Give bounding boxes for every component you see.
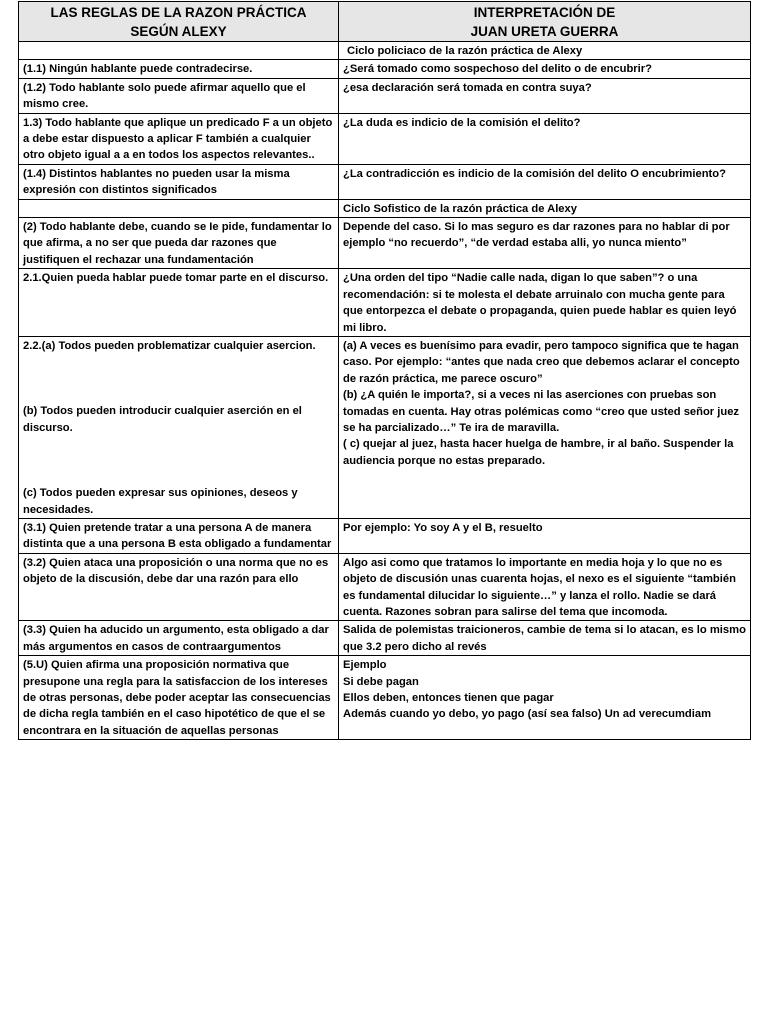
- section-title: Ciclo policiaco de la razón práctica de Alexy: [339, 42, 751, 60]
- table-row: [19, 269, 751, 337]
- rule-cell: (2) Todo hablante debe, cuando se Ie pide, fundamentar lo que afirma, a no ser que pueda dar razones que justifiquen el rechazar una fundamentación: [19, 218, 339, 269]
- table-row: [19, 60, 751, 78]
- table-row: [19, 656, 751, 740]
- interp-line: Ejemplo: [343, 659, 387, 672]
- table-row: [19, 518, 751, 553]
- interpretation-cell: ¿Una orden del tipo “Nadie calle nada, digan lo que saben”? o una recomendación: si te molesta el debate arruinalo con mucha gente para que entorpezca el debate o propaganda, quien puede hablar es quien leyó mi libro.: [339, 269, 751, 337]
- section-row-sofistico: [19, 199, 751, 217]
- table-row: [19, 336, 751, 518]
- interp-line: Además cuando yo debo, yo pago (así sea falso) Un ad verecumdiam: [343, 708, 712, 721]
- rule-cell: 1.3) Todo hablante que aplique un predicado F a un objeto a debe estar dispuesto a aplicar F también a cualquier otro objeto igual a a en todos los aspectos relevantes..: [19, 113, 339, 164]
- interp-line: Ellos deben, entonces tienen que pagar: [343, 692, 554, 704]
- section-title: Ciclo Sofistico de la razón práctica de Alexy: [339, 199, 751, 217]
- interp-part-b: (b) ¿A quién le importa?, si a veces ni las aserciones con pruebas son tomadas en cuenta. Hay otras polémicas como “creo que usted señor juez se ha parcializado…” Te ira de maravilla.: [343, 389, 740, 434]
- header-left-line1: LAS REGLAS DE LA RAZON PRÁCTICA: [50, 4, 307, 20]
- rule-cell: (1.1) Ningún hablante puede contradecirse.: [19, 60, 339, 78]
- interpretation-cell: ¿La duda es indicio de la comisión el delito?: [339, 113, 751, 164]
- interpretation-cell: Algo asi como que tratamos lo importante en media hoja y lo que no es objeto de discusión unas cuarenta hojas, el nexo es el siguiente “también es fundamental dilucidar lo siguiente…” y lanza el rollo. Nadie se dará cuenta. Razones sobran para salirse del tema que incomoda.: [339, 553, 751, 621]
- empty-cell: [19, 199, 339, 217]
- interp-part-c: ( c) quejar al juez, hasta hacer huelga de hambre, ir al baño. Suspender la audiencia porque no estas preparado.: [343, 438, 734, 467]
- interp-part-a: (a) A veces es buenísimo para evadir, pero tampoco significa que te hagan caso. Por ejemplo: “antes que nada creo que debemos aclarar el concepto de razón práctica, me parece oscuro”: [343, 339, 740, 385]
- interpretation-cell: Depende del caso. Si lo mas seguro es dar razones para no hablar di por ejemplo “no recuerdo”, “de verdad estaba alli, yo nunca miento”: [339, 218, 751, 269]
- rule-cell: (3.1) Quien pretende tratar a una persona A de manera distinta que a una persona B esta obligado a fundamentar: [19, 518, 339, 553]
- interpretation-cell: [339, 656, 751, 740]
- rule-cell: 2.1.Quien pueda hablar puede tomar parte en el discurso.: [19, 269, 339, 337]
- header-right-line2: JUAN URETA GUERRA: [470, 23, 619, 39]
- interpretation-cell: Por ejemplo: Yo soy A y el B, resuelto: [339, 518, 751, 553]
- rule-cell: (1.2) Todo hablante solo puede afirmar aquello que el mismo cree.: [19, 78, 339, 113]
- table-row: [19, 621, 751, 656]
- header-left: [19, 2, 339, 42]
- rule-cell: (3.3) Quien ha aducido un argumento, esta obligado a dar más argumentos en casos de contraargumentos: [19, 621, 339, 656]
- rule-part-c: (c) Todos pueden expresar sus opiniones, deseos y necesidades.: [23, 487, 298, 516]
- table-row: [19, 78, 751, 113]
- rule-cell: (1.4) Distintos hablantes no pueden usar la misma expresión con distintos significados: [19, 164, 339, 199]
- section-row-policiaco: [19, 42, 751, 60]
- interpretation-cell: Salida de polemistas traicioneros, cambie de tema si lo atacan, es lo mismo que 3.2 pero dicho al revés: [339, 621, 751, 656]
- table-row: [19, 218, 751, 269]
- rule-cell: (3.2) Quien ataca una proposición o una norma que no es objeto de la discusión, debe dar una razón para ello: [19, 553, 339, 621]
- table-row: [19, 113, 751, 164]
- header-right: [339, 2, 751, 42]
- interpretation-cell: ¿La contradicción es indicio de la comisión del delito O encubrimiento?: [339, 164, 751, 199]
- header-row: [19, 2, 751, 42]
- rule-part-a: 2.2.(a) Todos pueden problematizar cualquier asercion.: [23, 339, 316, 352]
- header-left-line2: SEGÚN ALEXY: [130, 23, 227, 39]
- empty-cell: [19, 42, 339, 60]
- rule-part-b: (b) Todos pueden introducir cualquier aserción en el discurso.: [23, 405, 302, 434]
- interpretation-cell: ¿Será tomado como sospechoso del delito o de encubrir?: [339, 60, 751, 78]
- rules-table: [18, 1, 751, 740]
- interpretation-cell: ¿esa declaración será tomada en contra suya?: [339, 78, 751, 113]
- rule-cell: (5.U) Quien afirma una proposición normativa que presupone una regla para la satisfaccion de los intereses de otras personas, debe poder aceptar las consecuencias de dicha regla también en el caso hipotético de que el se encontrara en la situación de aquellas personas: [19, 656, 339, 740]
- table-row: [19, 553, 751, 621]
- interpretation-cell: [339, 336, 751, 518]
- header-right-line1: INTERPRETACIÓN DE: [473, 4, 616, 20]
- interp-line: Si debe pagan: [343, 675, 419, 688]
- table-row: [19, 164, 751, 199]
- rule-cell: [19, 336, 339, 518]
